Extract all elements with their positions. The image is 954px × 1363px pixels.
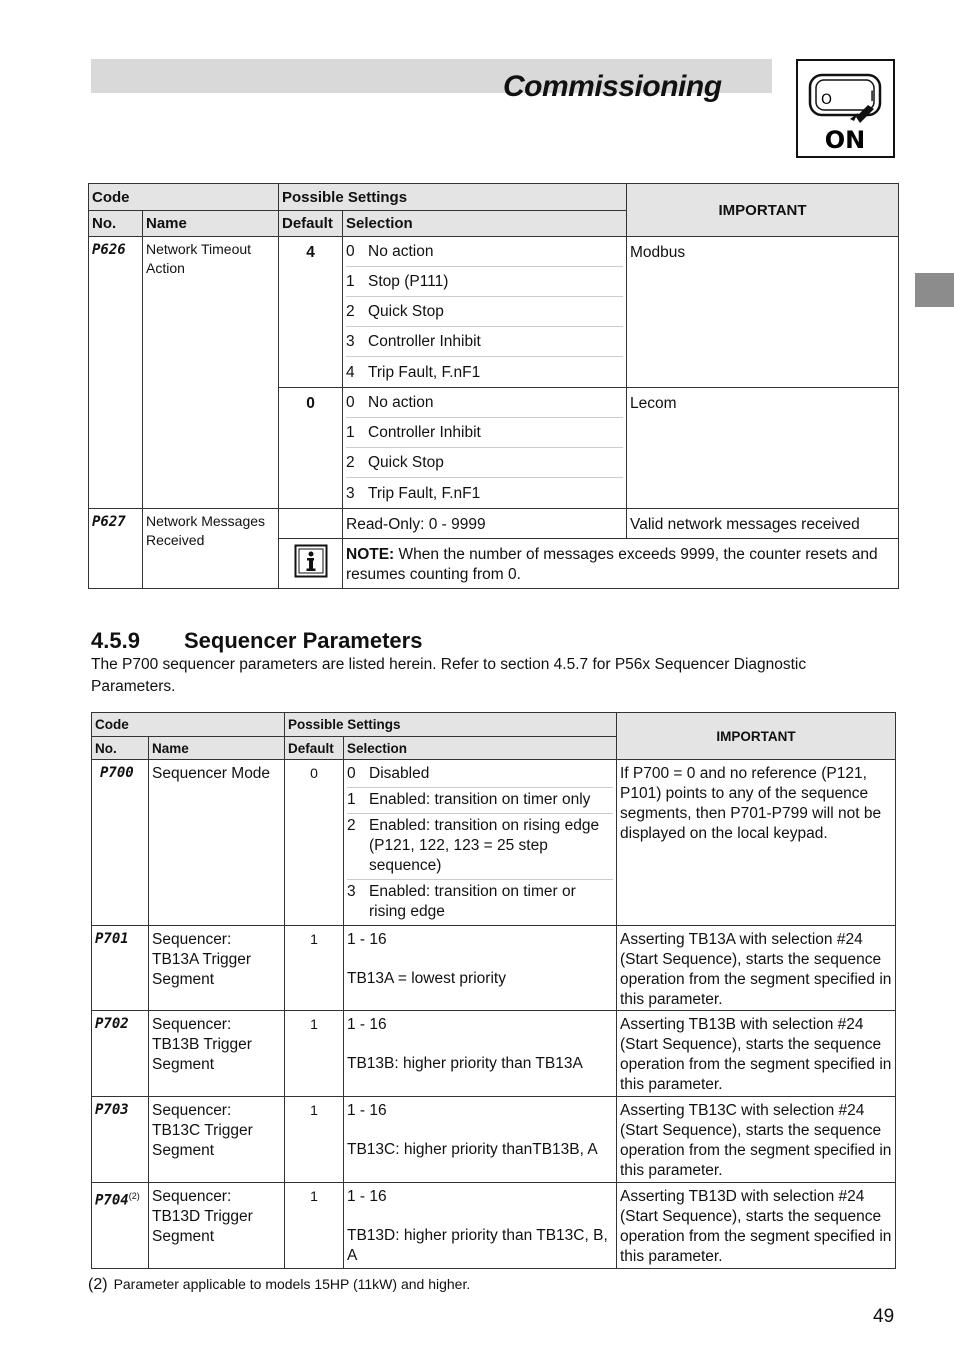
info-icon (279, 539, 343, 589)
footnote-ref: (2) (128, 1191, 140, 1201)
chapter-tab (915, 273, 954, 307)
p626-lecom-important: Lecom (627, 388, 899, 509)
note-label: NOTE: (346, 546, 395, 563)
option-label: Enabled: transition on timer or rising edge (369, 883, 576, 920)
param-code: P701 (92, 926, 149, 1011)
switch-on-mark: I (870, 89, 875, 105)
page-title: Commissioning (503, 70, 722, 103)
option-label: Enabled: transition on timer only (369, 791, 591, 808)
option-label: Trip Fault, F.nF1 (368, 484, 481, 502)
param-range: 1 - 16 (347, 1016, 387, 1033)
page-number: 49 (873, 1306, 895, 1327)
switch-off-mark: O (821, 92, 833, 108)
header-name: Name (143, 211, 279, 237)
header-possible-settings: Possible Settings (279, 184, 627, 211)
p700-options: 0 Disabled 1 Enabled: transition on timer only 2 Enabled: transition on rising edge (P121, 122, 123 = 25 step sequence) 3 Enabled: transition on timer or rising edge (344, 760, 617, 926)
p627-name: Network Messages Received (143, 509, 279, 589)
p626-name: Network Timeout Action (143, 237, 279, 509)
header-no: No. (89, 211, 143, 237)
param-default: 1 (285, 1183, 344, 1269)
param-important: Asserting TB13C with selection #24 (Start Sequence), starts the sequence operation from the segment specified in this parameter. (617, 1097, 896, 1183)
footnote-mark: (2) (88, 1276, 108, 1293)
p626-modbus-important: Modbus (627, 237, 899, 388)
param-name: Sequencer: TB13B Trigger Segment (149, 1011, 285, 1097)
param-default: 1 (285, 1097, 344, 1183)
p700-default: 0 (285, 760, 344, 926)
table-row (92, 1097, 896, 1183)
section-heading (91, 628, 422, 654)
p626-modbus-default: 4 (279, 237, 343, 388)
option-label: Trip Fault, F.nF1 (368, 363, 481, 381)
header-important: IMPORTANT (617, 713, 896, 760)
param-note: TB13C: higher priority thanTB13B, A (347, 1141, 598, 1158)
param-code: P704$^{(2)}$ (92, 1183, 149, 1269)
footnote (88, 1276, 470, 1294)
header-default: Default (279, 211, 343, 237)
param-important: Asserting TB13A with selection #24 (Start Sequence), starts the sequence operation from the segment specified in this parameter. (617, 926, 896, 1011)
p627-note (343, 539, 899, 589)
param-range: 1 - 16 (347, 931, 387, 948)
table-row (92, 926, 896, 1011)
header-code: Code (89, 184, 279, 211)
param-important: Asserting TB13D with selection #24 (Start Sequence), starts the sequence operation from the segment specified in this parameter. (617, 1183, 896, 1269)
header-name: Name (149, 737, 285, 760)
table-row (92, 1011, 896, 1097)
p627-code: P627 (89, 509, 143, 589)
option-label: Stop (P111) (368, 273, 449, 290)
switch-on-label: ON (824, 126, 866, 154)
param-note: TB13B: higher priority than TB13A (347, 1055, 583, 1072)
header-important: IMPORTANT (627, 184, 899, 237)
section-title: Sequencer Parameters (184, 628, 423, 653)
header-selection: Selection (343, 211, 627, 237)
header-no: No. (92, 737, 149, 760)
section-intro: The P700 sequencer parameters are listed herein. Refer to section 4.5.7 for P56x Sequencer Diagnostic Parameters. (91, 656, 807, 695)
option-label: No action (368, 243, 434, 260)
header-code: Code (92, 713, 285, 737)
option-label: Quick Stop (368, 454, 444, 471)
header-possible-settings: Possible Settings (285, 713, 617, 737)
note-text: When the number of messages exceeds 9999, the counter resets and resumes counting from 0. (346, 546, 878, 583)
param-note: TB13A = lowest priority (347, 970, 506, 987)
param-name: Sequencer: TB13D Trigger Segment (149, 1183, 285, 1269)
param-range: 1 - 16 (347, 1188, 387, 1205)
param-selection (344, 1011, 617, 1097)
option-label: Controller Inhibit (368, 424, 481, 441)
section-number: 4.5.9 (91, 628, 140, 653)
p626-lecom-options: 0 No action 1 Controller Inhibit 2 Quick Stop 3 Trip Fault, F.nF1 (343, 388, 627, 509)
table-row (92, 760, 896, 926)
param-selection (344, 1097, 617, 1183)
param-selection (344, 926, 617, 1011)
param-default: 1 (285, 926, 344, 1011)
p627-important: Valid network messages received (627, 509, 899, 539)
p627-selection: Read-Only: 0 - 9999 (343, 509, 627, 539)
table-row (92, 1183, 896, 1269)
footnote-text: Parameter applicable to models 15HP (11kW) and higher. (113, 1276, 471, 1292)
param-range: 1 - 16 (347, 1102, 387, 1119)
param-note: TB13D: higher priority than TB13C, B, A (347, 1227, 608, 1264)
option-label: Controller Inhibit (368, 333, 481, 350)
p626-code: P626 (89, 237, 143, 509)
network-params-table (88, 183, 899, 589)
param-code: P702 (92, 1011, 149, 1097)
param-selection (344, 1183, 617, 1269)
on-switch-icon (796, 59, 895, 158)
p700-code: P700 (92, 760, 149, 926)
header-default: Default (285, 737, 344, 760)
option-label: Quick Stop (368, 303, 444, 320)
p627-default (279, 509, 343, 539)
param-default: 1 (285, 1011, 344, 1097)
param-code: P703 (92, 1097, 149, 1183)
p626-lecom-default: 0 (279, 388, 343, 509)
p700-name: Sequencer Mode (149, 760, 285, 926)
p626-modbus-options: 0 No action 1 Stop (P111) 2 Quick Stop 3 Controller Inhibit 4 Trip Fault, F.nF1 (343, 237, 627, 388)
option-label: Enabled: transition on rising edge (P121, 122, 123 = 25 step sequence) (369, 817, 600, 874)
p700-important: If P700 = 0 and no reference (P121, P101) points to any of the sequence segments, then P701-P799 will not be displayed on the local keypad. (617, 760, 896, 926)
sequencer-params-table (91, 712, 896, 1269)
param-name: Sequencer: TB13C Trigger Segment (149, 1097, 285, 1183)
option-label: No action (368, 394, 434, 411)
header-selection: Selection (344, 737, 617, 760)
param-name: Sequencer: TB13A Trigger Segment (149, 926, 285, 1011)
option-label: Disabled (369, 765, 430, 782)
param-important: Asserting TB13B with selection #24 (Start Sequence), starts the sequence operation from the segment specified in this parameter. (617, 1011, 896, 1097)
